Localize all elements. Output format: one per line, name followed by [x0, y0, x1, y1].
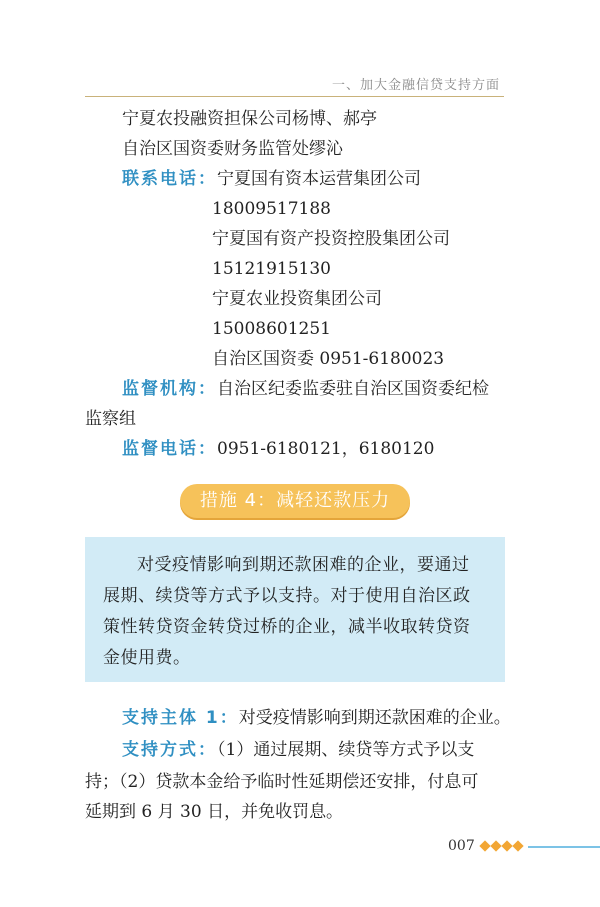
support-method-text: 延期到 6 月 30 日，并免收罚息。	[85, 802, 344, 822]
contact-line: 自治区国资委财务监管处缪沁	[122, 139, 343, 159]
phone-line: 15121915130	[212, 259, 331, 279]
header-divider	[85, 96, 504, 97]
phone-line: 宁夏农业投资集团公司	[212, 289, 382, 309]
supervision-text: 监察组	[85, 409, 136, 429]
footer-rule	[528, 846, 600, 848]
supervision-label: 监督机构：	[122, 379, 217, 399]
supervision-phone-label: 监督电话：	[122, 439, 217, 459]
phone-line: 自治区国资委 0951-6180023	[212, 349, 445, 369]
measure-title-badge: 措施 4：减轻还款压力	[180, 484, 410, 518]
support-subject-row	[122, 705, 511, 731]
diamond-icon	[479, 840, 490, 851]
support-subject-label: 支持主体 1：	[122, 708, 239, 728]
support-method-text: （1）通过展期、续贷等方式予以支	[217, 740, 475, 760]
phone-row	[122, 166, 421, 192]
phone-line: 15008601251	[212, 319, 331, 339]
supervision-text: 自治区纪委监委驻自治区国资委纪检	[217, 379, 489, 399]
diamond-icon	[490, 840, 501, 851]
support-method-row	[122, 737, 474, 763]
summary-line: 展期、续贷等方式予以支持。对于使用自治区政	[103, 586, 471, 606]
summary-line: 金使用费。	[103, 648, 191, 668]
phone-line: 宁夏国有资产投资控股集团公司	[212, 229, 450, 249]
support-method-text: 持；（2）贷款本金给予临时性延期偿还安排，付息可	[85, 772, 479, 792]
phone-line: 宁夏国有资本运营集团公司	[217, 169, 421, 189]
summary-line: 对受疫情影响到期还款困难的企业，要通过	[137, 555, 470, 575]
supervision-row	[122, 376, 489, 402]
summary-line: 策性转贷资金转贷过桥的企业，减半收取转贷资	[103, 617, 471, 637]
phone-line: 18009517188	[212, 199, 331, 219]
contact-line: 宁夏农投融资担保公司杨博、郝亭	[122, 109, 377, 129]
diamond-icon	[512, 840, 523, 851]
support-method-label: 支持方式：	[122, 740, 217, 760]
page-number: 007	[448, 838, 475, 854]
support-subject-text: 对受疫情影响到期还款困难的企业。	[238, 708, 511, 728]
section-header: 一、加大金融信贷支持方面	[331, 78, 500, 93]
diamond-icon	[501, 840, 512, 851]
phone-label: 联系电话：	[122, 169, 217, 189]
supervision-phone: 0951-6180121，6180120	[217, 439, 435, 459]
measure-summary-box	[85, 537, 505, 682]
supervision-phone-row	[122, 436, 434, 462]
